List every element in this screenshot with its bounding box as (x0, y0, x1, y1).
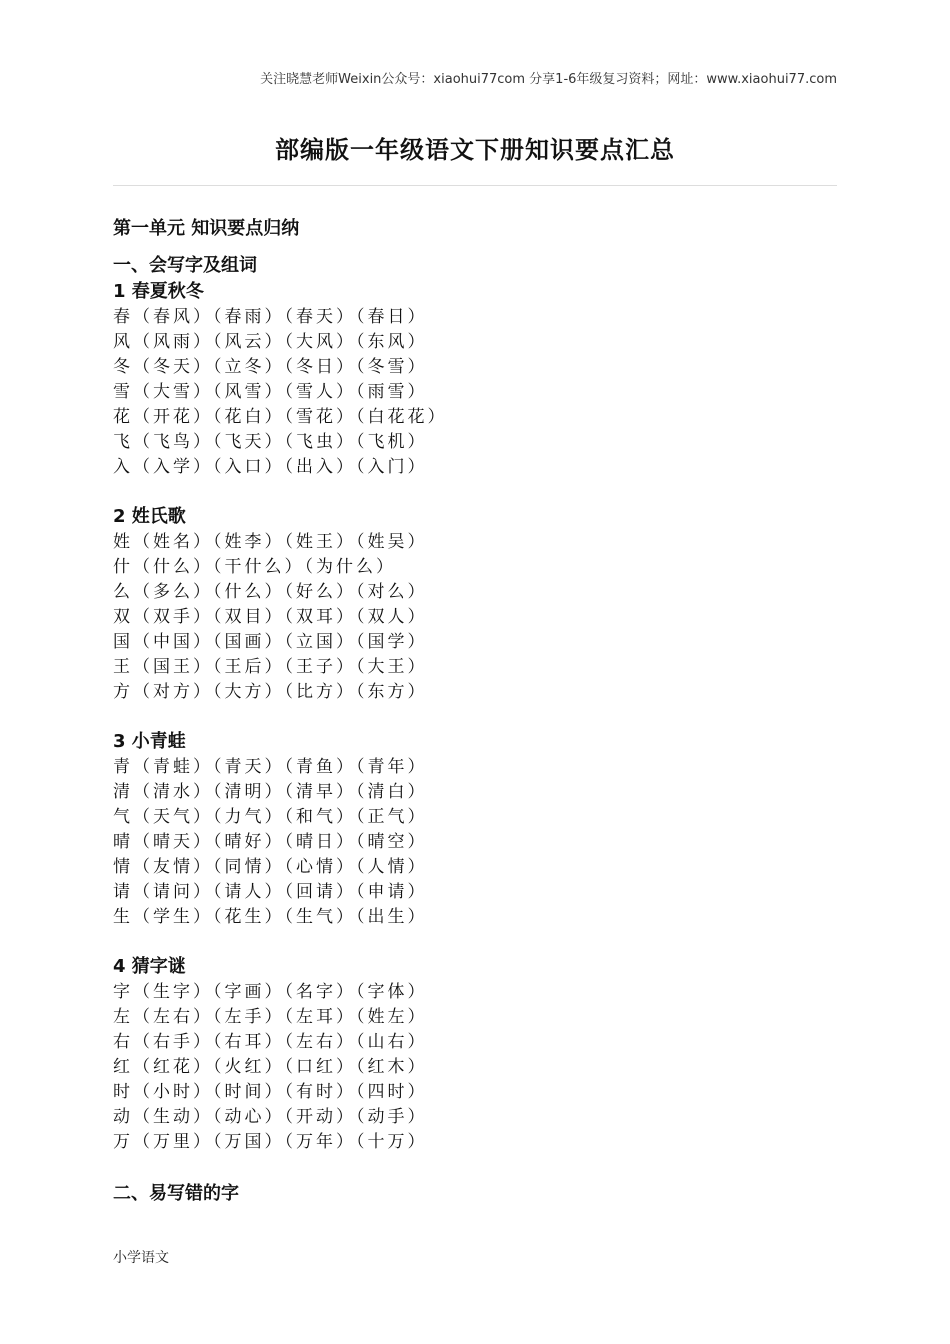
lesson-title: 1 春夏秋冬 (113, 281, 204, 302)
word-row: 左（左右）（左手）（左耳）（姓左） (113, 1007, 428, 1027)
section-heading-error-prone-characters: 二、易写错的字 (113, 1183, 239, 1204)
unit-heading: 第一单元 知识要点归纳 (113, 218, 300, 239)
lesson-title: 2 姓氏歌 (113, 506, 186, 527)
word-row: 生（学生）（花生）（生气）（出生） (113, 907, 428, 927)
word-row: 右（右手）（右耳）（左右）（山右） (113, 1032, 428, 1052)
lesson-2 (113, 505, 837, 705)
document-body (113, 214, 837, 1208)
word-row: 情（友情）（同情）（心情）（人情） (113, 857, 428, 877)
word-row: 字（生字）（字画）（名字）（字体） (113, 982, 428, 1002)
word-row: 国（中国）（国画）（立国）（国学） (113, 632, 428, 652)
title-divider (113, 185, 837, 186)
word-row: 么（多么）（什么）（好么）（对么） (113, 582, 428, 602)
word-row: 雪（大雪）（风雪）（雪人）（雨雪） (113, 382, 428, 402)
word-row: 什（什么）（干什么）（为什么） (113, 557, 396, 577)
word-row: 花（开花）（花白）（雪花）（白花花） (113, 407, 448, 427)
word-row: 姓（姓名）（姓李）（姓王）（姓吴） (113, 532, 428, 552)
lesson-title: 3 小青蛙 (113, 731, 186, 752)
word-row: 气（天气）（力气）（和气）（正气） (113, 807, 428, 827)
word-row: 清（清水）（清明）（清早）（清白） (113, 782, 428, 802)
lesson-title: 4 猜字谜 (113, 956, 186, 977)
lesson-1 (113, 280, 837, 480)
word-row: 晴（晴天）（晴好）（晴日）（晴空） (113, 832, 428, 852)
word-row: 冬（冬天）（立冬）（冬日）（冬雪） (113, 357, 428, 377)
document-title: 部编版一年级语文下册知识要点汇总 (275, 136, 675, 164)
word-row: 风（风雨）（风云）（大风）（东风） (113, 332, 428, 352)
word-row: 双（双手）（双目）（双耳）（双人） (113, 607, 428, 627)
word-row: 请（请问）（请人）（回请）（申请） (113, 882, 428, 902)
footer-note: 小学语文 (113, 1250, 169, 1266)
word-row: 动（生动）（动心）（开动）（动手） (113, 1107, 428, 1127)
word-row: 万（万里）（万国）（万年）（十万） (113, 1132, 428, 1152)
word-row: 方（对方）（大方）（比方）（东方） (113, 682, 428, 702)
lesson-4 (113, 955, 837, 1155)
lesson-3 (113, 730, 837, 930)
word-row: 王（国王）（王后）（王子）（大王） (113, 657, 428, 677)
section-heading-writing-words: 一、会写字及组词 (113, 255, 257, 276)
word-row: 青（青蛙）（青天）（青鱼）（青年） (113, 757, 428, 777)
header-note: 关注晓慧老师Weixin公众号：xiaohui77com 分享1-6年级复习资料；网址：www.xiaohui77.com (260, 72, 837, 87)
word-row: 红（红花）（火红）（口红）（红木） (113, 1057, 428, 1077)
word-row: 入（入学）（入口）（出入）（入门） (113, 457, 428, 477)
word-row: 春（春风）（春雨）（春天）（春日） (113, 307, 428, 327)
word-row: 飞（飞鸟）（飞天）（飞虫）（飞机） (113, 432, 428, 452)
word-row: 时（小时）（时间）（有时）（四时） (113, 1082, 428, 1102)
